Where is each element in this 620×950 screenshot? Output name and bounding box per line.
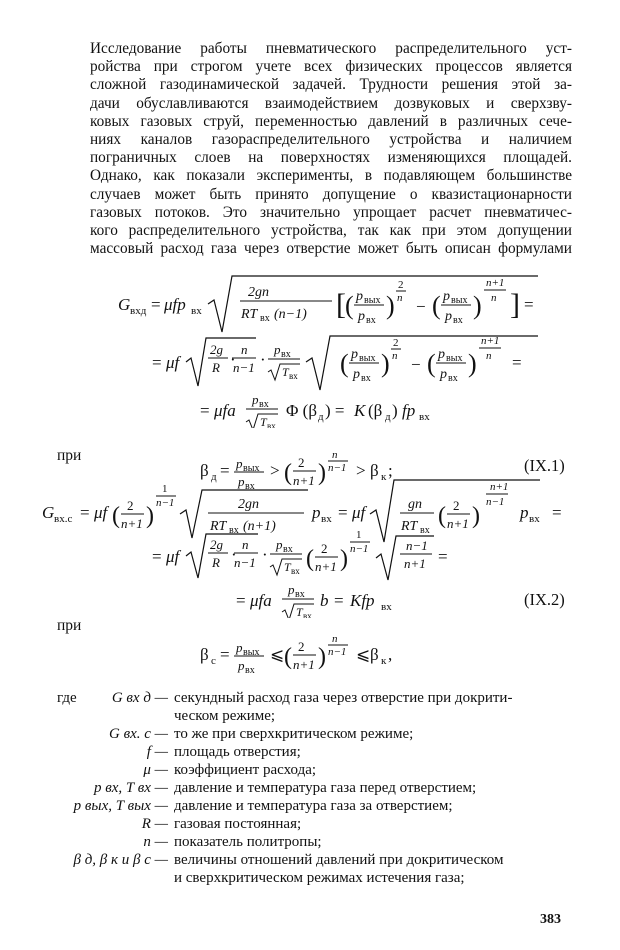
svg-text:2: 2 (393, 337, 399, 349)
svg-text:μf: μf (94, 503, 108, 522)
svg-text:n−1: n−1 (406, 538, 428, 553)
svg-text:(: ( (345, 291, 354, 320)
svg-text:вх: вх (366, 315, 376, 326)
paragraph-line: газовых потоков. Это значительно упрощает расчет пневматичес- (90, 203, 572, 221)
svg-text:⩽: ⩽ (270, 645, 285, 664)
svg-text:p: p (236, 456, 243, 471)
svg-text:β: β (370, 461, 379, 480)
svg-text:вх: вх (291, 566, 300, 576)
svg-text:n+1: n+1 (121, 516, 143, 531)
svg-text:вх: вх (420, 525, 430, 536)
paragraph-line: массовый расход газа через отверстие может быть описан формулами (90, 240, 572, 258)
svg-text:p: p (440, 367, 447, 382)
svg-text:2: 2 (298, 639, 305, 654)
svg-text:n+1: n+1 (447, 516, 469, 531)
svg-text:G: G (42, 503, 55, 522)
svg-text:2: 2 (298, 455, 305, 470)
svg-text:G: G (118, 295, 131, 314)
svg-text:p: p (236, 640, 243, 655)
svg-text:вх: вх (303, 611, 312, 618)
svg-text:=: = (236, 591, 246, 610)
svg-text:n−1: n−1 (233, 360, 255, 375)
svg-text:·: · (262, 545, 268, 564)
svg-text:p: p (276, 537, 283, 552)
svg-text:вх: вх (419, 411, 430, 423)
svg-text:с: с (211, 655, 216, 667)
legend-item: R — газовая постоянная; (141, 816, 302, 832)
svg-text:д: д (318, 411, 324, 423)
svg-text:[: [ (336, 288, 346, 321)
svg-text:вх: вх (191, 305, 202, 317)
svg-text:вх: вх (259, 399, 269, 410)
svg-text:вх: вх (267, 421, 276, 428)
svg-text:): ) (381, 349, 390, 378)
svg-text:n+1: n+1 (404, 556, 426, 571)
svg-text:p: p (443, 289, 450, 304)
svg-text:=: = (512, 353, 522, 372)
equation-label-ix1: (IX.1) (524, 456, 565, 475)
legend-intro: где (57, 690, 77, 706)
svg-text:2: 2 (321, 541, 328, 556)
svg-text:p: p (238, 658, 245, 673)
paragraph-line: пограничных слоев на поверхностях изменяющихся площадей. (90, 149, 572, 167)
svg-text:): ) (386, 291, 395, 320)
svg-text:вх: вх (289, 371, 298, 381)
svg-text:n: n (242, 537, 249, 552)
svg-text:n+1: n+1 (293, 657, 315, 672)
svg-text:вх: вх (529, 513, 540, 525)
svg-text:Kfp: Kfp (350, 591, 375, 610)
svg-text:,: , (388, 645, 393, 664)
svg-text:вх.с: вх.с (54, 513, 73, 525)
svg-text:): ) (468, 349, 477, 378)
svg-text:n: n (332, 450, 338, 461)
svg-text:n: n (332, 633, 338, 645)
svg-text:β: β (200, 645, 209, 664)
svg-text:вх: вх (260, 313, 270, 324)
svg-text:T: T (296, 605, 303, 618)
svg-text:μf: μf (352, 503, 366, 522)
svg-text:) =: ) = (325, 401, 345, 420)
svg-text:p: p (238, 474, 245, 489)
svg-text:=: = (220, 461, 230, 480)
svg-text:вх: вх (453, 315, 463, 326)
svg-text:R: R (212, 360, 220, 375)
svg-text:вхд: вхд (130, 305, 147, 317)
svg-text:RT: RT (401, 519, 418, 534)
svg-text:к: к (381, 655, 387, 667)
svg-text:(β: (β (368, 401, 383, 420)
svg-text:p: p (438, 347, 445, 362)
svg-text:p: p (356, 289, 363, 304)
svg-text:·: · (260, 350, 266, 369)
svg-text:): ) (340, 546, 348, 572)
svg-text:вх: вх (295, 589, 305, 600)
svg-text:n: n (486, 350, 492, 362)
svg-text:·: · (231, 545, 237, 564)
svg-text:]: ] (510, 288, 520, 321)
svg-text:·: · (230, 350, 236, 369)
svg-text:(: ( (438, 503, 446, 529)
svg-text:вых: вых (451, 295, 468, 306)
svg-text:=: = (200, 401, 210, 420)
svg-text:вых: вых (446, 353, 463, 364)
svg-text:вх: вх (283, 544, 293, 555)
svg-text:T: T (260, 415, 267, 428)
svg-text:=: = (334, 591, 344, 610)
svg-text:μf: μf (166, 547, 180, 566)
svg-text:(: ( (284, 644, 292, 670)
svg-text:вх: вх (281, 349, 291, 360)
legend-item: n — показатель политропы; (143, 834, 322, 850)
svg-text:n−1: n−1 (328, 646, 347, 658)
paragraph-line: дачи обуславливаются взаимодействием дозвуковых и сверхзву- (90, 94, 572, 112)
svg-text:д: д (211, 471, 217, 483)
svg-text:(n−1): (n−1) (274, 307, 307, 322)
paragraph-line: Однако, как показали эксперименты, в подавляющем большинстве (90, 167, 572, 185)
paragraph-line: ниях каналов газораспределительного устройства и наличием (90, 131, 572, 149)
pri-label-2: при (57, 617, 82, 634)
svg-text:n: n (392, 350, 398, 362)
page-number: 383 (540, 912, 561, 927)
svg-text:=: = (80, 503, 90, 522)
legend-item: f — площадь отверстия; (146, 744, 301, 760)
svg-text:K: K (354, 401, 366, 420)
svg-text:R: R (212, 555, 220, 570)
svg-text:=: = (151, 295, 161, 314)
svg-text:к: к (381, 471, 387, 483)
svg-text:вх: вх (381, 601, 392, 613)
svg-text:вх: вх (245, 481, 255, 490)
svg-text:(n+1): (n+1) (243, 519, 276, 534)
svg-text:=: = (524, 295, 534, 314)
svg-text:fp: fp (402, 401, 416, 420)
svg-text:RT: RT (210, 519, 227, 534)
svg-text:1: 1 (162, 483, 168, 495)
svg-text:n: n (241, 342, 248, 357)
paragraph-line: сложной газодинамической задачей. Трудности решения этой за- (90, 76, 572, 94)
legend-item: β д, β к и β с — величины отношений давлений при докритическом (73, 852, 504, 868)
svg-text:p: p (353, 367, 360, 382)
svg-text:p: p (274, 342, 281, 357)
svg-text:вых: вых (243, 647, 260, 658)
svg-text:β: β (370, 645, 379, 664)
svg-text:(: ( (306, 546, 314, 572)
svg-text:(: ( (284, 460, 292, 486)
paragraph-line: Исследование работы пневматического распределительного уст- (90, 40, 572, 57)
svg-text:μfa: μfa (250, 591, 272, 610)
svg-text:n−1: n−1 (156, 497, 175, 509)
legend-item: G вх. с — то же при сверхкритическом режиме; (109, 726, 414, 742)
svg-text:вх: вх (229, 525, 239, 536)
svg-text:(: ( (340, 349, 349, 378)
svg-text:;: ; (388, 461, 393, 480)
svg-text:=: = (152, 353, 162, 372)
svg-text:1: 1 (356, 529, 362, 541)
svg-text:вых: вых (243, 463, 260, 474)
svg-text:>: > (270, 461, 280, 480)
paragraph-line: кого распределительного устройства, так как при этом допущении (90, 222, 572, 240)
svg-text:2: 2 (398, 279, 404, 291)
legend-item: p вых, T вых — давление и температура газа за отверстием; (73, 798, 453, 814)
svg-text:p: p (351, 347, 358, 362)
svg-text:): ) (318, 644, 326, 670)
svg-text:2g: 2g (210, 342, 223, 357)
svg-text:p: p (358, 309, 365, 324)
svg-text:n: n (491, 292, 497, 304)
svg-text:−: − (416, 297, 426, 316)
pri-label-1: при (57, 447, 82, 464)
svg-text:2gn: 2gn (238, 497, 259, 512)
svg-text:): ) (473, 291, 482, 320)
svg-text:μf: μf (166, 353, 180, 372)
svg-text:(: ( (427, 349, 436, 378)
svg-text:): ) (392, 401, 398, 420)
paragraph-line: ковых газовых струй, переменностью давлений в различных сече- (90, 112, 572, 130)
svg-text:n+1: n+1 (293, 473, 315, 488)
legend-item: ческом режиме; (174, 708, 276, 724)
svg-text:⩽: ⩽ (356, 645, 371, 664)
legend-item: G вх д — секундный расход газа через отверстие при докрити- (111, 690, 513, 706)
paragraph-line: случаев может быть принято допущение о квазистационарности (90, 185, 572, 203)
legend-item: μ — коэффициент расхода; (143, 762, 317, 778)
svg-text:T: T (284, 560, 291, 574)
svg-text:n: n (397, 292, 403, 304)
svg-text:n+1: n+1 (315, 559, 337, 574)
svg-text:μfp: μfp (164, 295, 186, 314)
svg-text:T: T (282, 365, 289, 379)
svg-text:p: p (252, 392, 259, 407)
svg-text:μfa: μfa (214, 401, 236, 420)
svg-text:n+1: n+1 (490, 481, 509, 493)
svg-text:вых: вых (364, 295, 381, 306)
svg-text:вх: вх (321, 513, 332, 525)
svg-text:RT: RT (241, 307, 258, 322)
svg-text:(: ( (432, 291, 441, 320)
svg-text:(: ( (112, 503, 120, 529)
svg-text:n−1: n−1 (486, 496, 505, 508)
svg-text:д: д (385, 411, 391, 423)
svg-text:=: = (438, 547, 448, 566)
svg-text:b: b (320, 591, 329, 610)
svg-text:n−1: n−1 (328, 462, 347, 474)
svg-text:=: = (552, 503, 562, 522)
svg-text:n−1: n−1 (350, 543, 369, 555)
svg-text:=: = (220, 645, 230, 664)
svg-text:вх: вх (245, 665, 255, 676)
svg-text:вх: вх (361, 373, 371, 384)
svg-text:вх: вх (448, 373, 458, 384)
svg-text:p: p (520, 503, 529, 522)
legend-item: p вх, T вх — давление и температура газа перед отверстием; (94, 780, 477, 796)
svg-text:): ) (146, 503, 154, 529)
equation-label-ix2: (IX.2) (524, 590, 565, 609)
svg-text:вых: вых (359, 353, 376, 364)
svg-text:=: = (338, 503, 348, 522)
svg-text:n−1: n−1 (234, 555, 256, 570)
legend-item: и сверхкритическом режимах истечения газа; (174, 870, 465, 886)
svg-text:): ) (472, 503, 480, 529)
svg-text:p: p (445, 309, 452, 324)
svg-text:p: p (288, 582, 295, 597)
svg-text:2: 2 (127, 498, 134, 513)
svg-text:n+1: n+1 (481, 335, 500, 347)
svg-text:): ) (318, 460, 326, 486)
svg-text:gn: gn (408, 497, 422, 512)
svg-text:2: 2 (453, 498, 460, 513)
svg-text:=: = (152, 547, 162, 566)
svg-text:p: p (312, 503, 321, 522)
paragraph-line: ройства при строгом учете всех физических процессов является (90, 58, 572, 76)
svg-text:−: − (411, 355, 421, 374)
svg-text:2gn: 2gn (248, 285, 269, 300)
svg-text:Φ (β: Φ (β (286, 401, 317, 420)
svg-text:>: > (356, 461, 366, 480)
svg-text:β: β (200, 461, 209, 480)
svg-text:2g: 2g (210, 537, 223, 552)
svg-text:n+1: n+1 (486, 277, 505, 289)
